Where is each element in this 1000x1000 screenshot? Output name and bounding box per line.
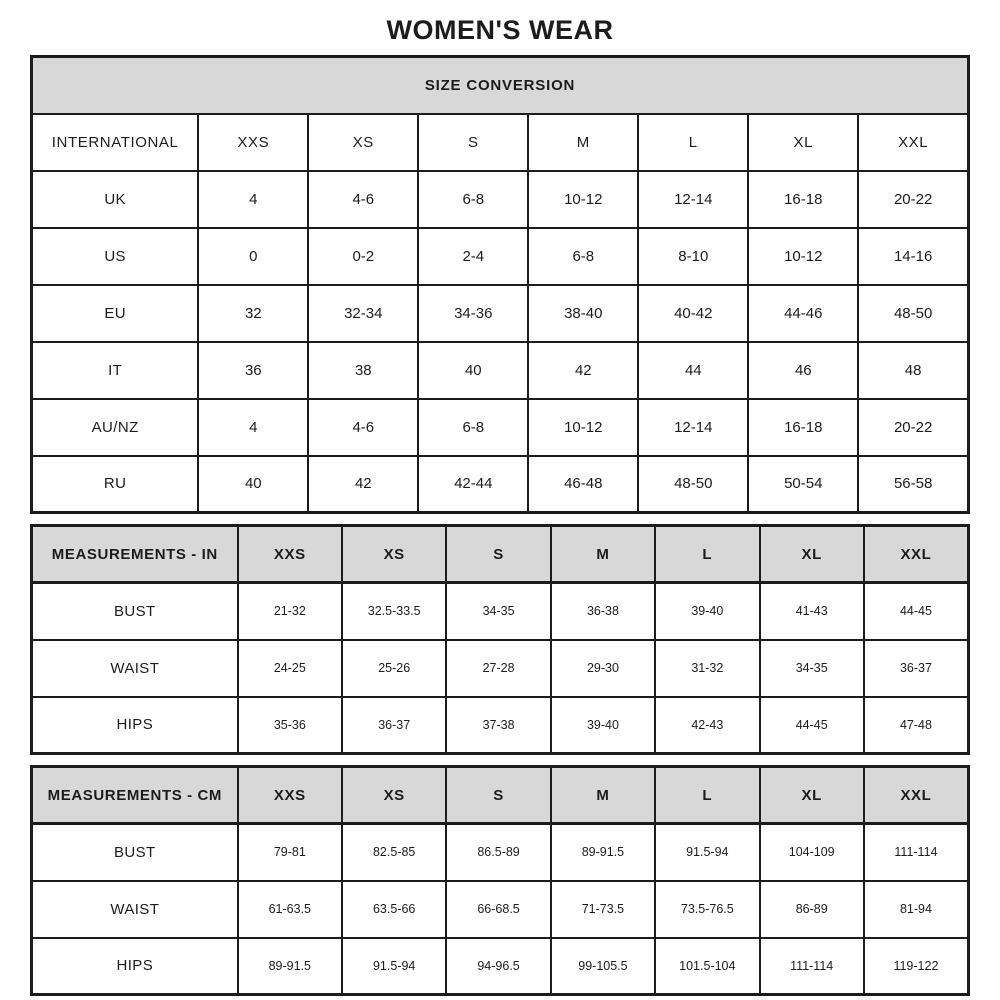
row-label: US: [32, 228, 199, 285]
cell: 119-122: [864, 938, 969, 995]
row-label: AU/NZ: [32, 399, 199, 456]
cell: 20-22: [858, 171, 968, 228]
cell: 44-45: [864, 583, 969, 640]
cell: 6-8: [418, 399, 528, 456]
cell: 32: [198, 285, 308, 342]
cell: 32.5-33.5: [342, 583, 446, 640]
cell: 44: [638, 342, 748, 399]
row-label: WAIST: [32, 881, 238, 938]
row-label: EU: [32, 285, 199, 342]
cell: 47-48: [864, 697, 969, 754]
cell: 37-38: [446, 697, 550, 754]
column-header: L: [655, 526, 759, 583]
column-header: XL: [760, 526, 864, 583]
cell: 38: [308, 342, 418, 399]
cell: 40-42: [638, 285, 748, 342]
column-header: XL: [760, 767, 864, 824]
cell: 111-114: [864, 824, 969, 881]
cell: 38-40: [528, 285, 638, 342]
cell: 27-28: [446, 640, 550, 697]
column-header: M: [551, 526, 655, 583]
cell: 35-36: [238, 697, 342, 754]
cell: 12-14: [638, 171, 748, 228]
page-title: WOMEN'S WEAR: [386, 15, 614, 45]
table-row: [32, 583, 969, 640]
tables-container: [30, 55, 970, 996]
column-header: S: [446, 526, 550, 583]
cell: 6-8: [418, 171, 528, 228]
table-row: [32, 640, 969, 697]
column-header: XXL: [864, 767, 969, 824]
cell: 48-50: [858, 285, 968, 342]
cell: 61-63.5: [238, 881, 342, 938]
cell: 34-35: [760, 640, 864, 697]
cell: 101.5-104: [655, 938, 759, 995]
cell: 42: [528, 342, 638, 399]
table-title-row: [32, 57, 969, 114]
cell: 48: [858, 342, 968, 399]
cell: 91.5-94: [655, 824, 759, 881]
table-row: [32, 285, 969, 342]
row-label: RU: [32, 456, 199, 513]
table-row: [32, 938, 969, 995]
cell: 36-37: [864, 640, 969, 697]
cell: 86-89: [760, 881, 864, 938]
cell: 39-40: [551, 697, 655, 754]
cell: 41-43: [760, 583, 864, 640]
table-row: [32, 399, 969, 456]
cell: 94-96.5: [446, 938, 550, 995]
cell: 31-32: [655, 640, 759, 697]
cell: 81-94: [864, 881, 969, 938]
cell: 10-12: [528, 399, 638, 456]
cell: 36-38: [551, 583, 655, 640]
cell: 66-68.5: [446, 881, 550, 938]
column-header: XS: [342, 767, 446, 824]
cell: 29-30: [551, 640, 655, 697]
cell: 36: [198, 342, 308, 399]
cell: 111-114: [760, 938, 864, 995]
cell: 24-25: [238, 640, 342, 697]
cell: 34-35: [446, 583, 550, 640]
row-label: HIPS: [32, 697, 238, 754]
table-row: [32, 342, 969, 399]
cell: 10-12: [528, 171, 638, 228]
column-header: XXS: [198, 114, 308, 171]
table-row: [32, 228, 969, 285]
cell: 25-26: [342, 640, 446, 697]
cell: 4-6: [308, 171, 418, 228]
table-title: MEASUREMENTS - IN: [32, 526, 238, 583]
cell: 86.5-89: [446, 824, 550, 881]
row-label: BUST: [32, 824, 238, 881]
column-header: XXL: [858, 114, 968, 171]
table-row: [32, 881, 969, 938]
column-header: XS: [308, 114, 418, 171]
cell: 21-32: [238, 583, 342, 640]
row-label: HIPS: [32, 938, 238, 995]
cell: 48-50: [638, 456, 748, 513]
column-header-row: [32, 767, 969, 824]
column-header: XL: [748, 114, 858, 171]
cell: 91.5-94: [342, 938, 446, 995]
cell: 46-48: [528, 456, 638, 513]
cell: 89-91.5: [238, 938, 342, 995]
cell: 40: [418, 342, 528, 399]
cell: 16-18: [748, 399, 858, 456]
cell: 46: [748, 342, 858, 399]
table-row: [32, 456, 969, 513]
cell: 42: [308, 456, 418, 513]
cell: 0-2: [308, 228, 418, 285]
row-label: WAIST: [32, 640, 238, 697]
column-header-row: [32, 526, 969, 583]
cell: 0: [198, 228, 308, 285]
cell: 44-46: [748, 285, 858, 342]
table-row: [32, 171, 969, 228]
column-header: XXS: [238, 767, 342, 824]
cell: 99-105.5: [551, 938, 655, 995]
cell: 39-40: [655, 583, 759, 640]
column-header: M: [551, 767, 655, 824]
cell: 4-6: [308, 399, 418, 456]
table-row: [32, 824, 969, 881]
cell: 12-14: [638, 399, 748, 456]
measurements-in-table: [30, 524, 970, 755]
cell: 63.5-66: [342, 881, 446, 938]
size-conversion-table: [30, 55, 970, 514]
cell: 2-4: [418, 228, 528, 285]
cell: 36-37: [342, 697, 446, 754]
cell: 16-18: [748, 171, 858, 228]
cell: 10-12: [748, 228, 858, 285]
column-header: L: [638, 114, 748, 171]
row-label: IT: [32, 342, 199, 399]
row-label: BUST: [32, 583, 238, 640]
cell: 8-10: [638, 228, 748, 285]
table-title: MEASUREMENTS - CM: [32, 767, 238, 824]
column-header: S: [418, 114, 528, 171]
cell: 42-44: [418, 456, 528, 513]
cell: 73.5-76.5: [655, 881, 759, 938]
cell: 56-58: [858, 456, 968, 513]
column-header: XXS: [238, 526, 342, 583]
column-header: XS: [342, 526, 446, 583]
cell: 34-36: [418, 285, 528, 342]
column-header-row: [32, 114, 969, 171]
cell: 71-73.5: [551, 881, 655, 938]
cell: 40: [198, 456, 308, 513]
cell: 32-34: [308, 285, 418, 342]
cell: 4: [198, 171, 308, 228]
cell: 82.5-85: [342, 824, 446, 881]
cell: 14-16: [858, 228, 968, 285]
table-title: SIZE CONVERSION: [32, 57, 969, 114]
column-header: L: [655, 767, 759, 824]
measurements-cm-table: [30, 765, 970, 996]
table-row: [32, 697, 969, 754]
cell: 89-91.5: [551, 824, 655, 881]
cell: 79-81: [238, 824, 342, 881]
cell: 6-8: [528, 228, 638, 285]
cell: 20-22: [858, 399, 968, 456]
row-label: UK: [32, 171, 199, 228]
cell: 44-45: [760, 697, 864, 754]
column-header: M: [528, 114, 638, 171]
cell: 104-109: [760, 824, 864, 881]
column-header: XXL: [864, 526, 969, 583]
column-header: S: [446, 767, 550, 824]
cell: 42-43: [655, 697, 759, 754]
column-header: INTERNATIONAL: [32, 114, 199, 171]
cell: 4: [198, 399, 308, 456]
cell: 50-54: [748, 456, 858, 513]
